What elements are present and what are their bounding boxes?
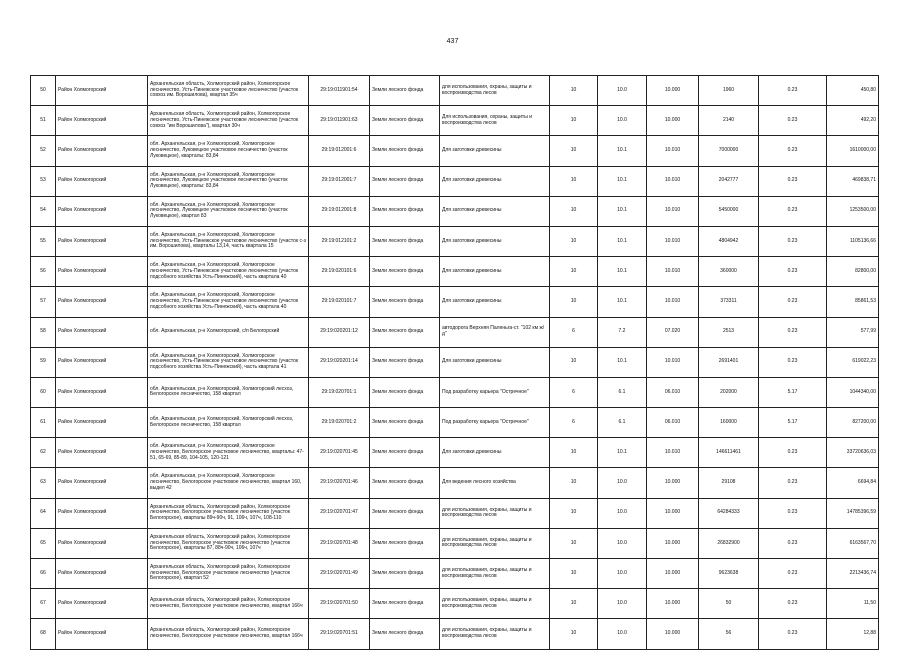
rate-cell: 5.17 bbox=[759, 377, 827, 407]
area-cell: 9623638 bbox=[699, 559, 759, 589]
district-cell: Район Холмогорский bbox=[56, 287, 148, 317]
code-subgroup-cell: 7.2 bbox=[598, 317, 647, 347]
permitted-use-cell: Для заготовки древесины bbox=[440, 257, 550, 287]
cadastral-number-cell: 29:19:020701:47 bbox=[309, 498, 370, 528]
cadastral-number-cell: 29:19:012001:8 bbox=[309, 196, 370, 226]
cadastral-number-cell: 29:19:012001:7 bbox=[309, 166, 370, 196]
district-cell: Район Холмогорский bbox=[56, 257, 148, 287]
address-cell: Архангельская область, Холмогорский район, Холмогорское лесничество, Белогорское участковое лесничество (участок Белогорское), кварталы 87, 88ч-90ч, 106ч, 107ч bbox=[148, 528, 309, 558]
code-subgroup-cell: 10.1 bbox=[598, 136, 647, 166]
rate-cell: 0.23 bbox=[759, 619, 827, 649]
district-cell: Район Холмогорский bbox=[56, 589, 148, 619]
permitted-use-cell: Для заготовки древесины bbox=[440, 196, 550, 226]
area-cell: 29108 bbox=[699, 468, 759, 498]
rate-cell: 0.23 bbox=[759, 76, 827, 106]
cadastral-number-cell: 29:19:020701:50 bbox=[309, 589, 370, 619]
cadastral-number-cell: 29:19:020701:2 bbox=[309, 408, 370, 438]
address-cell: обл. Архангельская, р-н Холмогорский, Холмогорское лесничество, Луковецкое участковое лесничество (участок Луковецкое), кварталы: 83,84 bbox=[148, 136, 309, 166]
table-row bbox=[31, 166, 879, 196]
code-group-cell: 10 bbox=[550, 619, 598, 649]
table-row bbox=[31, 226, 879, 256]
use-code-cell: 10.010 bbox=[647, 287, 699, 317]
code-subgroup-cell: 10.1 bbox=[598, 287, 647, 317]
row-number: 65 bbox=[31, 528, 56, 558]
area-cell: 56 bbox=[699, 619, 759, 649]
address-cell: Архангельская область, Холмогорский район, Холмогорское лесничество, Белогорское участковое лесничество, квартал 166ч bbox=[148, 619, 309, 649]
code-group-cell: 10 bbox=[550, 347, 598, 377]
rate-cell: 0.23 bbox=[759, 589, 827, 619]
land-category-cell: Земли лесного фонда bbox=[370, 377, 440, 407]
table-row bbox=[31, 196, 879, 226]
code-group-cell: 10 bbox=[550, 166, 598, 196]
amount-cell: 82800,00 bbox=[827, 257, 879, 287]
code-group-cell: 10 bbox=[550, 287, 598, 317]
use-code-cell: 10.000 bbox=[647, 619, 699, 649]
code-subgroup-cell: 10.0 bbox=[598, 468, 647, 498]
district-cell: Район Холмогорский bbox=[56, 559, 148, 589]
code-group-cell: 10 bbox=[550, 438, 598, 468]
code-group-cell: 6 bbox=[550, 377, 598, 407]
amount-cell: 11,50 bbox=[827, 589, 879, 619]
code-group-cell: 10 bbox=[550, 76, 598, 106]
address-cell: Архангельская область, Холмогорский район, Холмогорское лесничество, Белогорское участковое лесничество, квартал 166ч bbox=[148, 589, 309, 619]
permitted-use-cell: для использования, охраны, защиты и воспроизводства лесов bbox=[440, 528, 550, 558]
use-code-cell: 10.010 bbox=[647, 347, 699, 377]
use-code-cell: 06.010 bbox=[647, 408, 699, 438]
land-category-cell: Земли лесного фонда bbox=[370, 498, 440, 528]
cadastral-number-cell: 29:19:011901:63 bbox=[309, 106, 370, 136]
rate-cell: 0.23 bbox=[759, 559, 827, 589]
amount-cell: 577,99 bbox=[827, 317, 879, 347]
permitted-use-cell: Для заготовки древесины bbox=[440, 438, 550, 468]
code-group-cell: 10 bbox=[550, 498, 598, 528]
amount-cell: 450,80 bbox=[827, 76, 879, 106]
area-cell: 64284333 bbox=[699, 498, 759, 528]
address-cell: обл. Архангельская, р-н Холмогорский, Холмогорское лесничество, Усть-Пинежское участковое лесничество (участок подсобного хозяйства Усть-Пинежский), часть квартала 40 bbox=[148, 287, 309, 317]
use-code-cell: 10.000 bbox=[647, 76, 699, 106]
address-cell: обл. Архангельская, р-н Холмогорский, Холмогорское лесничество, Усть-Пинежское участковое лесничество (участок подсобного хозяйства Усть-Пинежский), часть квартала 41 bbox=[148, 347, 309, 377]
district-cell: Район Холмогорский bbox=[56, 528, 148, 558]
code-subgroup-cell: 10.1 bbox=[598, 226, 647, 256]
cadastral-number-cell: 29:19:020701:51 bbox=[309, 619, 370, 649]
code-group-cell: 10 bbox=[550, 589, 598, 619]
table-row bbox=[31, 438, 879, 468]
permitted-use-cell: Для заготовки древесины bbox=[440, 347, 550, 377]
permitted-use-cell: Под разработку карьера "Остречное" bbox=[440, 377, 550, 407]
code-group-cell: 6 bbox=[550, 317, 598, 347]
address-cell: Архангельская область, Холмогорский район, Холмогорское лесничество, Усть-Пинежское участковое лесничество (участок совхоз им. Ворошилова), квартал 35ч bbox=[148, 76, 309, 106]
land-category-cell: Земли лесного фонда bbox=[370, 438, 440, 468]
amount-cell: 619022,23 bbox=[827, 347, 879, 377]
row-number: 50 bbox=[31, 76, 56, 106]
row-number: 66 bbox=[31, 559, 56, 589]
cadastral-number-cell: 29:19:020101:7 bbox=[309, 287, 370, 317]
cadastral-number-cell: 29:19:012001:6 bbox=[309, 136, 370, 166]
code-subgroup-cell: 10.0 bbox=[598, 619, 647, 649]
use-code-cell: 10.000 bbox=[647, 589, 699, 619]
table-row bbox=[31, 528, 879, 558]
permitted-use-cell: Для заготовки древесины bbox=[440, 166, 550, 196]
land-category-cell: Земли лесного фонда bbox=[370, 347, 440, 377]
rate-cell: 0.23 bbox=[759, 347, 827, 377]
amount-cell: 33720636,03 bbox=[827, 438, 879, 468]
land-category-cell: Земли лесного фонда bbox=[370, 589, 440, 619]
permitted-use-cell: Для заготовки древесины bbox=[440, 287, 550, 317]
cadastral-number-cell: 29:19:020201:12 bbox=[309, 317, 370, 347]
rate-cell: 0.23 bbox=[759, 226, 827, 256]
land-category-cell: Земли лесного фонда bbox=[370, 408, 440, 438]
row-number: 56 bbox=[31, 257, 56, 287]
row-number: 54 bbox=[31, 196, 56, 226]
rate-cell: 0.23 bbox=[759, 257, 827, 287]
code-group-cell: 10 bbox=[550, 257, 598, 287]
use-code-cell: 10.000 bbox=[647, 559, 699, 589]
area-cell: 373311 bbox=[699, 287, 759, 317]
code-group-cell: 10 bbox=[550, 226, 598, 256]
amount-cell: 1105136,66 bbox=[827, 226, 879, 256]
code-group-cell: 10 bbox=[550, 528, 598, 558]
district-cell: Район Холмогорский bbox=[56, 166, 148, 196]
code-group-cell: 10 bbox=[550, 468, 598, 498]
permitted-use-cell: Для заготовки древесины bbox=[440, 226, 550, 256]
use-code-cell: 07.020 bbox=[647, 317, 699, 347]
code-subgroup-cell: 10.0 bbox=[598, 498, 647, 528]
area-cell: 2513 bbox=[699, 317, 759, 347]
permitted-use-cell: для использования, охраны, защиты и воспроизводства лесов bbox=[440, 589, 550, 619]
permitted-use-cell: для использования, охраны, защиты и воспроизводства лесов bbox=[440, 619, 550, 649]
table-row bbox=[31, 76, 879, 106]
land-category-cell: Земли лесного фонда bbox=[370, 196, 440, 226]
rate-cell: 0.23 bbox=[759, 136, 827, 166]
row-number: 53 bbox=[31, 166, 56, 196]
row-number: 58 bbox=[31, 317, 56, 347]
use-code-cell: 10.010 bbox=[647, 257, 699, 287]
row-number: 62 bbox=[31, 438, 56, 468]
code-subgroup-cell: 10.1 bbox=[598, 347, 647, 377]
code-subgroup-cell: 10.0 bbox=[598, 559, 647, 589]
permitted-use-cell: Для заготовки древесины bbox=[440, 136, 550, 166]
area-cell: 2042777 bbox=[699, 166, 759, 196]
land-category-cell: Земли лесного фонда bbox=[370, 106, 440, 136]
use-code-cell: 10.010 bbox=[647, 166, 699, 196]
use-code-cell: 10.010 bbox=[647, 226, 699, 256]
code-subgroup-cell: 10.1 bbox=[598, 438, 647, 468]
table-row bbox=[31, 347, 879, 377]
row-number: 59 bbox=[31, 347, 56, 377]
address-cell: обл. Архангельская, р-н Холмогорский, Холмогорское лесничество, Белогорское участковое лесничество, квартал 160, выдел 42 bbox=[148, 468, 309, 498]
table-row bbox=[31, 287, 879, 317]
code-subgroup-cell: 10.0 bbox=[598, 528, 647, 558]
row-number: 61 bbox=[31, 408, 56, 438]
land-category-cell: Земли лесного фонда bbox=[370, 226, 440, 256]
permitted-use-cell: Для ведения лесного хозяйства bbox=[440, 468, 550, 498]
code-group-cell: 6 bbox=[550, 408, 598, 438]
table-row bbox=[31, 408, 879, 438]
area-cell: 7000000 bbox=[699, 136, 759, 166]
use-code-cell: 10.010 bbox=[647, 438, 699, 468]
row-number: 67 bbox=[31, 589, 56, 619]
permitted-use-cell: автодорога Верхняя Паленьга-ст. "102 км ж/д" bbox=[440, 317, 550, 347]
land-category-cell: Земли лесного фонда bbox=[370, 166, 440, 196]
amount-cell: 85861,53 bbox=[827, 287, 879, 317]
rate-cell: 0.23 bbox=[759, 438, 827, 468]
district-cell: Район Холмогорский bbox=[56, 317, 148, 347]
page-number: 437 bbox=[446, 38, 459, 45]
address-cell: обл. Архангельская, р-н Холмогорский, Холмогорское лесничество, Луковецкое участковое лесничество (участок Луковецкое), квартал 83 bbox=[148, 196, 309, 226]
table-body bbox=[31, 76, 879, 650]
row-number: 68 bbox=[31, 619, 56, 649]
table-row bbox=[31, 317, 879, 347]
table-row bbox=[31, 257, 879, 287]
address-cell: обл. Архангельская, р-н Холмогорский, с/п Белогорский bbox=[148, 317, 309, 347]
code-subgroup-cell: 6.1 bbox=[598, 377, 647, 407]
code-subgroup-cell: 10.0 bbox=[598, 106, 647, 136]
cadastral-number-cell: 29:19:020101:6 bbox=[309, 257, 370, 287]
table-row bbox=[31, 559, 879, 589]
amount-cell: 1253500,00 bbox=[827, 196, 879, 226]
code-subgroup-cell: 10.1 bbox=[598, 257, 647, 287]
permitted-use-cell: Под разработку карьера "Остречное" bbox=[440, 408, 550, 438]
cadastral-number-cell: 29:19:012101:2 bbox=[309, 226, 370, 256]
district-cell: Район Холмогорский bbox=[56, 408, 148, 438]
area-cell: 50 bbox=[699, 589, 759, 619]
table-row bbox=[31, 468, 879, 498]
amount-cell: 1610000,00 bbox=[827, 136, 879, 166]
use-code-cell: 06.010 bbox=[647, 377, 699, 407]
district-cell: Район Холмогорский bbox=[56, 76, 148, 106]
table-row bbox=[31, 589, 879, 619]
code-group-cell: 10 bbox=[550, 136, 598, 166]
permitted-use-cell: для использования, охраны, защиты и воспроизводства лесов bbox=[440, 498, 550, 528]
land-category-cell: Земли лесного фонда bbox=[370, 257, 440, 287]
amount-cell: 6163567,70 bbox=[827, 528, 879, 558]
rate-cell: 0.23 bbox=[759, 498, 827, 528]
area-cell: 4804942 bbox=[699, 226, 759, 256]
area-cell: 160000 bbox=[699, 408, 759, 438]
district-cell: Район Холмогорский bbox=[56, 226, 148, 256]
area-cell: 1960 bbox=[699, 76, 759, 106]
district-cell: Район Холмогорский bbox=[56, 619, 148, 649]
use-code-cell: 10.000 bbox=[647, 528, 699, 558]
area-cell: 5450000 bbox=[699, 196, 759, 226]
address-cell: обл. Архангельская, р-н Холмогорский, Холмогорское лесничество, Усть-Пинежское участковое лесничество (участок подсобного хозяйства Усть-Пинежский), часть квартала 40 bbox=[148, 257, 309, 287]
row-number: 60 bbox=[31, 377, 56, 407]
land-category-cell: Земли лесного фонда bbox=[370, 317, 440, 347]
table-row bbox=[31, 377, 879, 407]
district-cell: Район Холмогорский bbox=[56, 106, 148, 136]
amount-cell: 2213436,74 bbox=[827, 559, 879, 589]
use-code-cell: 10.000 bbox=[647, 468, 699, 498]
address-cell: Архангельская область, Холмогорский район, Холмогорское лесничество, Белогорское участковое лесничество (участок Белогорское), квартал 52 bbox=[148, 559, 309, 589]
rate-cell: 0.23 bbox=[759, 317, 827, 347]
district-cell: Район Холмогорский bbox=[56, 468, 148, 498]
rate-cell: 5.17 bbox=[759, 408, 827, 438]
address-cell: Архангельская область, Холмогорский район, Холмогорское лесничество, Усть-Пинежское участковое лесничество (участок совхоз "им Ворошилова"), квартал 30ч bbox=[148, 106, 309, 136]
code-subgroup-cell: 10.1 bbox=[598, 196, 647, 226]
permitted-use-cell: Для использования, охраны, защиты и воспроизводства лесов bbox=[440, 106, 550, 136]
row-number: 52 bbox=[31, 136, 56, 166]
address-cell: Архангельская область, Холмогорский район, Холмогорское лесничество, Белогорское участковое лесничество (участок Белогорское), кварталы 89ч-90ч, 91, 106ч, 107ч, 108-110 bbox=[148, 498, 309, 528]
district-cell: Район Холмогорский bbox=[56, 347, 148, 377]
code-group-cell: 10 bbox=[550, 106, 598, 136]
table-row bbox=[31, 498, 879, 528]
land-category-cell: Земли лесного фонда bbox=[370, 619, 440, 649]
rate-cell: 0.23 bbox=[759, 196, 827, 226]
area-cell: 202000 bbox=[699, 377, 759, 407]
cadastral-number-cell: 29:19:020701:46 bbox=[309, 468, 370, 498]
amount-cell: 12,88 bbox=[827, 619, 879, 649]
area-cell: 2140 bbox=[699, 106, 759, 136]
code-group-cell: 10 bbox=[550, 196, 598, 226]
area-cell: 26832900 bbox=[699, 528, 759, 558]
amount-cell: 14785396,59 bbox=[827, 498, 879, 528]
rate-cell: 0.23 bbox=[759, 528, 827, 558]
cadastral-number-cell: 29:19:011901:54 bbox=[309, 76, 370, 106]
permitted-use-cell: для использования, охраны, защиты и воспроизводства лесов bbox=[440, 559, 550, 589]
use-code-cell: 10.010 bbox=[647, 136, 699, 166]
cadastral-number-cell: 29:19:020201:14 bbox=[309, 347, 370, 377]
land-category-cell: Земли лесного фонда bbox=[370, 468, 440, 498]
row-number: 63 bbox=[31, 468, 56, 498]
use-code-cell: 10.010 bbox=[647, 196, 699, 226]
use-code-cell: 10.000 bbox=[647, 106, 699, 136]
address-cell: обл. Архангельская, р-н Холмогорский, Холмогорское лесничество, Белогорское участковое лесничество, кварталы: 47-51, 65-69, 85-89, 104-105, 120-121 bbox=[148, 438, 309, 468]
amount-cell: 827200,00 bbox=[827, 408, 879, 438]
address-cell: обл. Архангельская, р-н Холмогорский, Холмогорский лесхоз, Белогорское лесничество, 158 квартал bbox=[148, 377, 309, 407]
district-cell: Район Холмогорский bbox=[56, 136, 148, 166]
code-group-cell: 10 bbox=[550, 559, 598, 589]
row-number: 64 bbox=[31, 498, 56, 528]
address-cell: обл. Архангельская, р-н Холмогорский, Холмогорский лесхоз, Белогорское лесничество, 158 квартал bbox=[148, 408, 309, 438]
rate-cell: 0.23 bbox=[759, 287, 827, 317]
row-number: 55 bbox=[31, 226, 56, 256]
code-subgroup-cell: 10.0 bbox=[598, 76, 647, 106]
land-category-cell: Земли лесного фонда bbox=[370, 559, 440, 589]
rate-cell: 0.23 bbox=[759, 166, 827, 196]
row-number: 57 bbox=[31, 287, 56, 317]
cadastral-number-cell: 29:19:020701:48 bbox=[309, 528, 370, 558]
land-category-cell: Земли лесного фонда bbox=[370, 287, 440, 317]
area-cell: 2691401 bbox=[699, 347, 759, 377]
amount-cell: 492,20 bbox=[827, 106, 879, 136]
address-cell: обл. Архангельская, р-н Холмогорский, Холмогорское лесничество, Усть-Пинежское участковое лесничество (участок с-з им. Ворошилова), кварталы 13,14, часть квартала 15 bbox=[148, 226, 309, 256]
land-category-cell: Земли лесного фонда bbox=[370, 528, 440, 558]
code-subgroup-cell: 10.0 bbox=[598, 589, 647, 619]
district-cell: Район Холмогорский bbox=[56, 498, 148, 528]
rate-cell: 0.23 bbox=[759, 106, 827, 136]
cadastral-number-cell: 29:19:020701:45 bbox=[309, 438, 370, 468]
table-row bbox=[31, 106, 879, 136]
area-cell: 360000 bbox=[699, 257, 759, 287]
rate-cell: 0.23 bbox=[759, 468, 827, 498]
cadastral-number-cell: 29:19:020701:49 bbox=[309, 559, 370, 589]
table-row bbox=[31, 619, 879, 649]
amount-cell: 6694,84 bbox=[827, 468, 879, 498]
land-category-cell: Земли лесного фонда bbox=[370, 76, 440, 106]
table-row bbox=[31, 136, 879, 166]
row-number: 51 bbox=[31, 106, 56, 136]
use-code-cell: 10.000 bbox=[647, 498, 699, 528]
land-plots-table bbox=[30, 75, 879, 650]
amount-cell: 1044340,00 bbox=[827, 377, 879, 407]
code-subgroup-cell: 10.1 bbox=[598, 166, 647, 196]
amount-cell: 469838,71 bbox=[827, 166, 879, 196]
cadastral-number-cell: 29:19:020701:1 bbox=[309, 377, 370, 407]
district-cell: Район Холмогорский bbox=[56, 377, 148, 407]
address-cell: обл. Архангельская, р-н Холмогорский, Холмогорское лесничество, Луковецкое участковое лесничество (участок Луковецкое), кварталы: 83,84 bbox=[148, 166, 309, 196]
district-cell: Район Холмогорский bbox=[56, 438, 148, 468]
district-cell: Район Холмогорский bbox=[56, 196, 148, 226]
code-subgroup-cell: 6.1 bbox=[598, 408, 647, 438]
land-category-cell: Земли лесного фонда bbox=[370, 136, 440, 166]
area-cell: 146611461 bbox=[699, 438, 759, 468]
permitted-use-cell: для использования, охраны, защиты и воспроизводства лесов bbox=[440, 76, 550, 106]
